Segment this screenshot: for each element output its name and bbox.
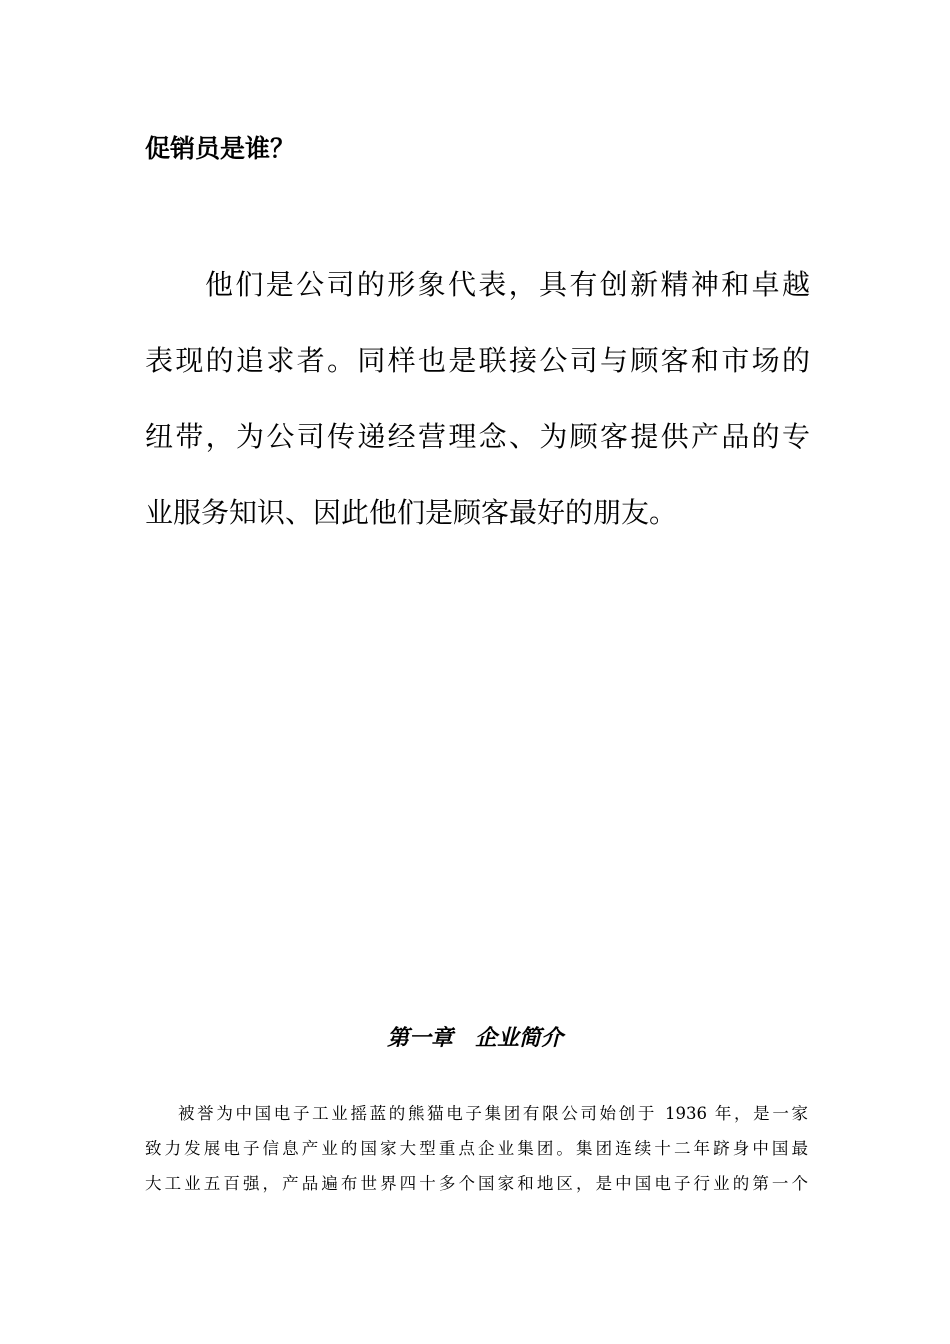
section-heading: 促销员是谁？ — [145, 134, 296, 163]
chapter-paragraph — [145, 1096, 808, 1201]
intro-paragraph-line: 纽带，为公司传递经营理念、为顾客提供产品的专 — [145, 420, 810, 453]
chapter-paragraph-line: 致力发展电子信息产业的国家大型重点企业集团。集团连续十二年跻身中国最 — [145, 1139, 808, 1158]
intro-paragraph-line: 他们是公司的形象代表，具有创新精神和卓越 — [205, 268, 810, 301]
intro-paragraph-line: 表现的追求者。同样也是联接公司与顾客和市场的 — [145, 344, 810, 377]
intro-paragraph — [145, 247, 810, 551]
chapter-title: 第一章 企业简介 — [386, 1026, 563, 1051]
intro-paragraph-line: 业服务知识、因此他们是顾客最好的朋友。 — [145, 496, 678, 529]
chapter-paragraph-line: 被誉为中国电子工业摇蓝的熊猫电子集团有限公司始创于 1936 年，是一家 — [178, 1104, 808, 1123]
chapter-paragraph-line: 大工业五百强，产品遍布世界四十多个国家和地区，是中国电子行业的第一个 — [145, 1174, 808, 1193]
